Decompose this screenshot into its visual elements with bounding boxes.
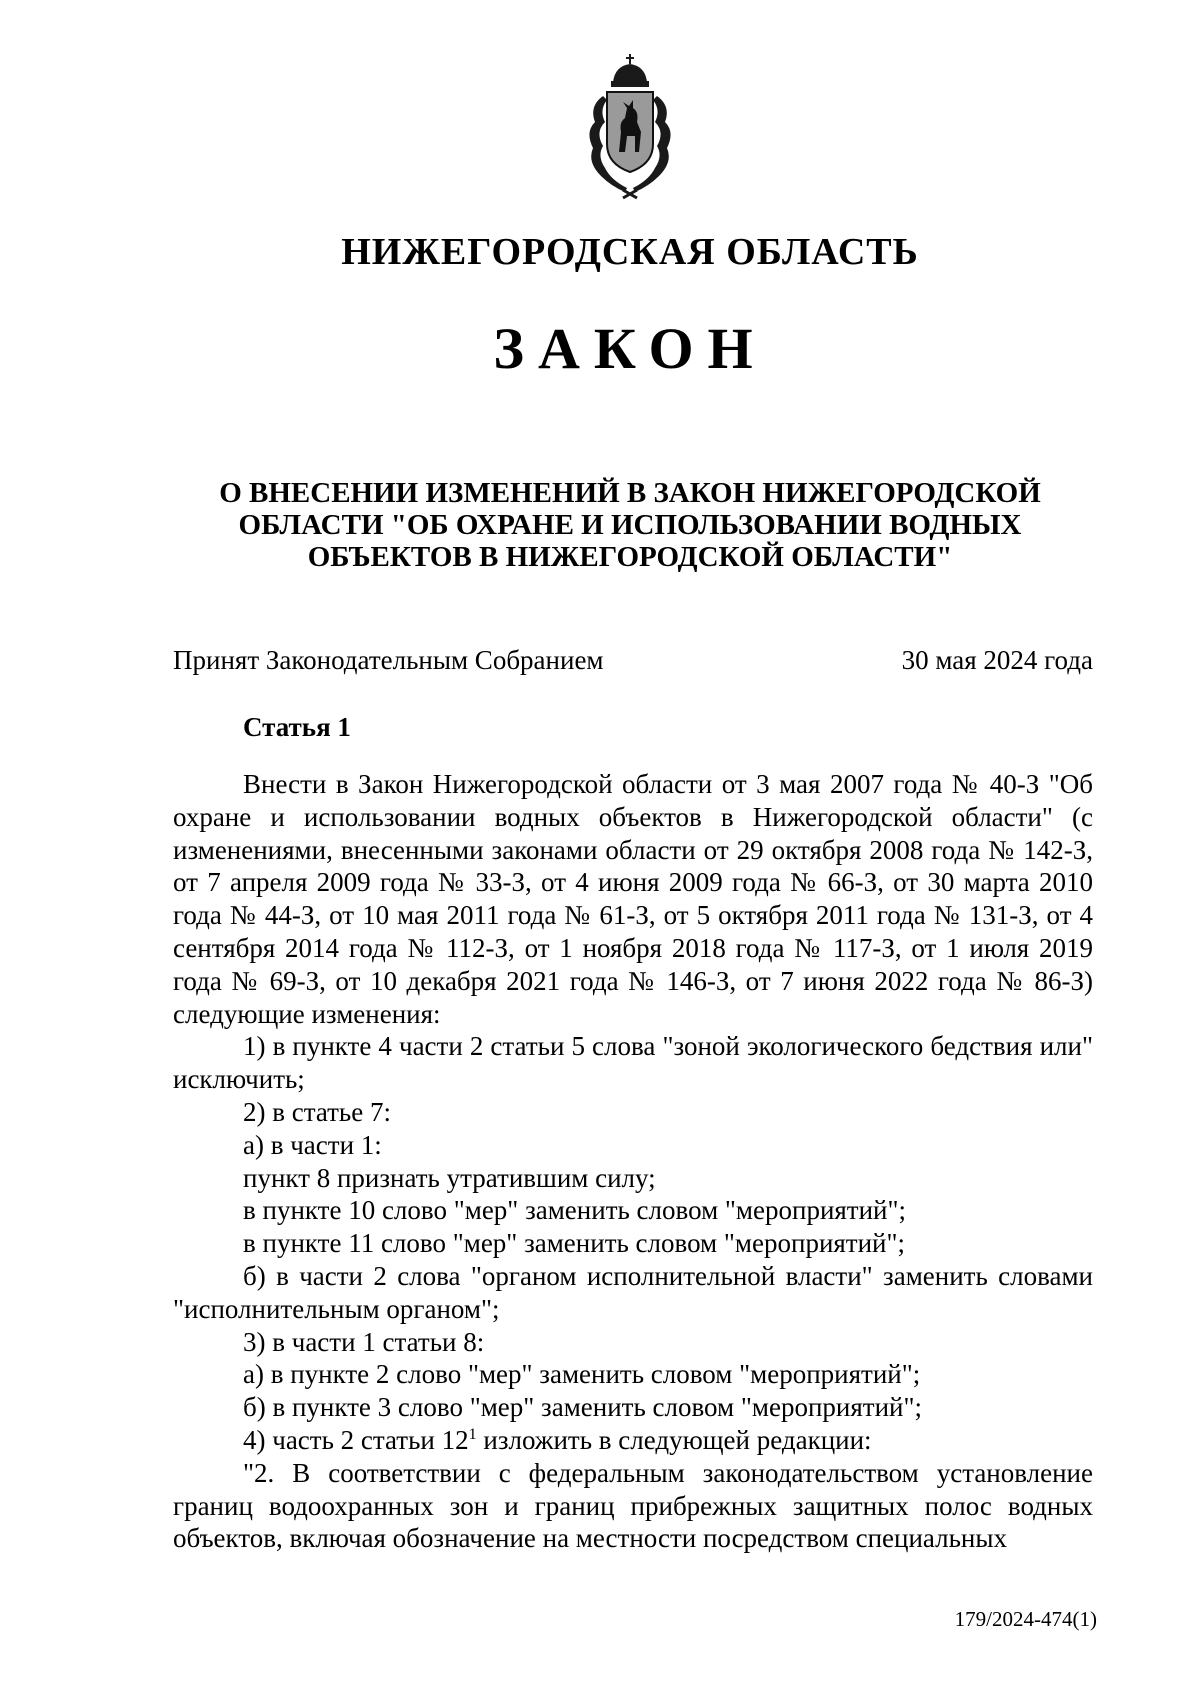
article-item: пункт 8 признать утратившим силу; — [243, 1162, 656, 1193]
article-item-text: изложить в следующей редакции: — [476, 1424, 872, 1455]
adopted-by: Принят Законодательным Собранием — [173, 645, 604, 675]
article-item-text: 4) часть 2 статьи 12 — [243, 1424, 469, 1455]
law-title-line: О ВНЕСЕНИИ ИЗМЕНЕНИЙ В ЗАКОН НИЖЕГОРОДСКОЙ — [219, 477, 1041, 509]
document-type: ЗАКОН — [493, 316, 767, 381]
article-body — [173, 768, 1093, 1555]
article-item: б) в части 2 слова "органом исполнительной власти" заменить словами "исполнительным органом"; — [173, 1260, 1093, 1324]
article-item: 3) в части 1 статьи 8: — [243, 1326, 485, 1357]
quoted-paragraph: "2. В соответствии с федеральным законодательством установление границ водоохранных зон и границ прибрежных защитных полос водных объектов, включая обозначение на местности посредством специальных — [173, 1457, 1093, 1554]
article-item: а) в части 1: — [243, 1129, 382, 1160]
article-item: в пункте 10 слово "мер" заменить словом "мероприятий"; — [243, 1195, 907, 1226]
law-title — [170, 477, 1090, 573]
article-item: 1) в пункте 4 части 2 статьи 5 слова "зоной экологического бедствия или" исключить; — [173, 1031, 1093, 1095]
coat-of-arms-emblem — [575, 52, 685, 202]
article-item: б) в пункте 3 слово "мер" заменить словом "мероприятий"; — [243, 1392, 923, 1423]
article-item: 2) в статье 7: — [243, 1096, 391, 1127]
law-title-line: ОБЛАСТИ "ОБ ОХРАНЕ И ИСПОЛЬЗОВАНИИ ВОДНЫХ — [238, 509, 1022, 541]
law-title-line: ОБЪЕКТОВ В НИЖЕГОРОДСКОЙ ОБЛАСТИ" — [307, 541, 953, 573]
article-item: а) в пункте 2 слово "мер" заменить словом "мероприятий"; — [243, 1359, 921, 1390]
region-name: НИЖЕГОРОДСКАЯ ОБЛАСТЬ — [341, 231, 919, 273]
adoption-date: 30 мая 2024 года — [901, 645, 1093, 675]
article-heading: Статья 1 — [243, 712, 351, 742]
article-superscript: 1 — [468, 1425, 477, 1443]
crown-icon — [611, 54, 649, 87]
article-item — [173, 1424, 1093, 1457]
article-intro-paragraph: Внести в Закон Нижегородской области от 3 мая 2007 года № 40-З "Об охране и использовании водных объектов в Нижегородской области" (с изменениями, внесенными законами области от 29 октября 2008 года № 142-З, от 7 апреля 2009 года № 33-З, от 4 июня 2009 года № 66-З, от 30 марта 2010 года № 44-З, от 10 мая 2011 года № 61-З, от 5 октября 2011 года № 131-З, от 4 сентября 2014 года № 112-З, от 1 ноября 2018 года № 117-З, от 1 июля 2019 года № 69-З, от 10 декабря 2021 года № 146-З, от 7 июня 2022 года № 86-З) следующие изменения: — [173, 769, 1093, 1029]
article-item: в пункте 11 слово "мер" заменить словом "мероприятий"; — [243, 1228, 906, 1259]
document-number: 179/2024-474(1) — [954, 1607, 1097, 1631]
adoption-line — [173, 645, 1093, 676]
